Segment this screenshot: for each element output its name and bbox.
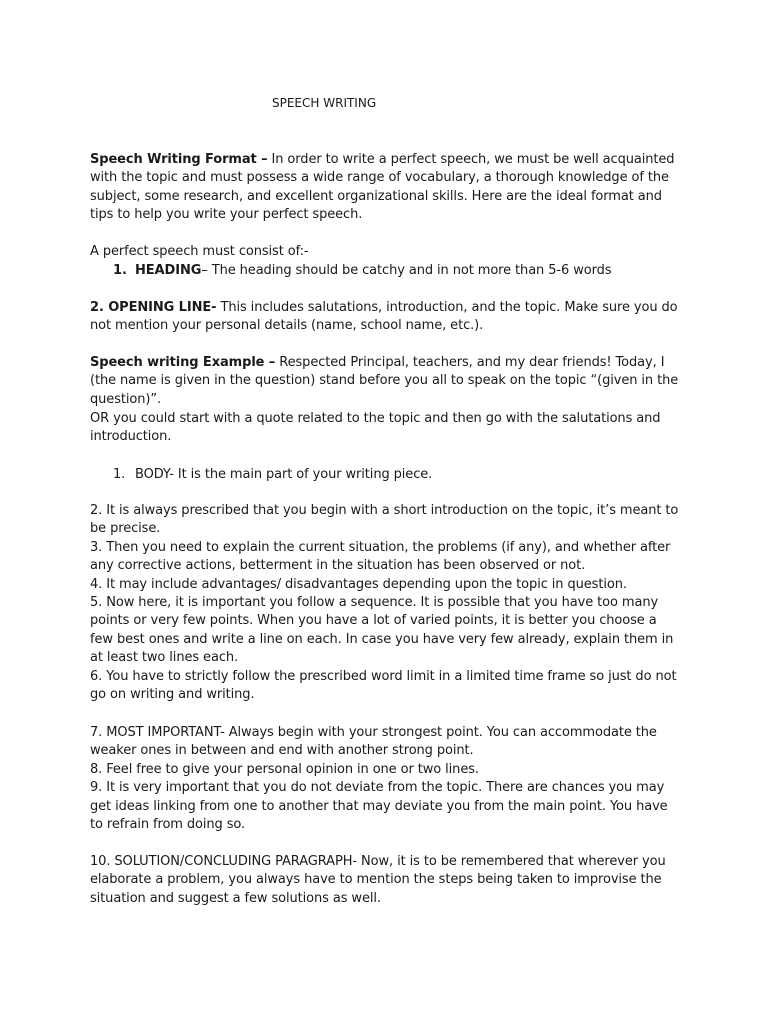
heading-item-number: 1. — [113, 263, 127, 278]
conclusion-paragraph: 10. SOLUTION/CONCLUDING PARAGRAPH- Now, it is to be remembered that wherever you elaborate a problem, you always have to mention the steps being taken to improvise the situation and suggest a few solutions as well. — [90, 854, 666, 906]
point-item: 5. Now here, it is important you follow a sequence. It is possible that you have too many points or very few points. When you have a lot of varied points, it is better you choose a few best ones and write a line on each. In case you have very few already, explain them in at least two lines each. — [90, 595, 674, 666]
point-item: 2. It is always prescribed that you begin with a short introduction on the topic, it’s meant to be precise. — [90, 503, 679, 537]
heading-list-item — [90, 262, 680, 280]
point-item: 8. Feel free to give your personal opinion in one or two lines. — [90, 761, 479, 777]
opening-line-label: 2. OPENING LINE- — [90, 300, 217, 315]
or-paragraph: OR you could start with a quote related to the topic and then go with the salutations and introduction. — [90, 411, 661, 445]
heading-item-body — [135, 262, 680, 280]
point-item: 6. You have to strictly follow the prescribed word limit in a limited time frame so just do not go on writing and writing. — [90, 668, 677, 703]
points-group-a — [90, 502, 680, 704]
example-label: Speech writing Example – — [90, 355, 276, 370]
point-item: 3. Then you need to explain the current situation, the problems (if any), and whether after any corrective actions, betterment in the situation has been observed or not. — [90, 539, 671, 574]
point-item: 7. MOST IMPORTANT- Always begin with your strongest point. You can accommodate the weaker ones in between and end with another strong point. — [90, 725, 657, 759]
opening-line-text: This includes salutations, introduction, and the topic. Make sure you do not mention your personal details (name, school name, etc.). — [90, 300, 678, 334]
format-text: In order to write a perfect speech, we must be well acquainted with the topic and must possess a wide range of vocabulary, a thorough knowledge of the subject, some research, and excellent organizational skills. Here are the ideal format and tips to help you write your perfect speech. — [90, 152, 675, 223]
body-item-text: BODY- It is the main part of your writing piece. — [135, 467, 433, 482]
example-paragraph — [90, 354, 680, 409]
intro-line: A perfect speech must consist of:- — [90, 244, 309, 259]
heading-item-label: HEADING — [135, 263, 202, 278]
heading-item-text: – The heading should be catchy and in not more than 5-6 words — [201, 263, 612, 278]
example-text: Respected Principal, teachers, and my dear friends! Today, I (the name is given in the question) stand before you all to speak on the topic “(given in the question)”. — [90, 355, 679, 407]
body-item-number: 1. — [113, 467, 126, 482]
points-group-b — [90, 724, 680, 834]
body-list-item — [90, 466, 680, 484]
page-title: SPEECH WRITING — [272, 96, 377, 110]
point-item: 9. It is very important that you do not deviate from the topic. There are chances you may get ideas linking from one to another that may deviate you from the main point. You have to refrain from doing so. — [90, 780, 668, 833]
point-item: 4. It may include advantages/ disadvantages depending upon the topic in question. — [90, 576, 627, 592]
format-paragraph — [90, 151, 680, 225]
opening-line-paragraph — [90, 299, 680, 336]
format-label: Speech Writing Format – — [90, 152, 268, 167]
